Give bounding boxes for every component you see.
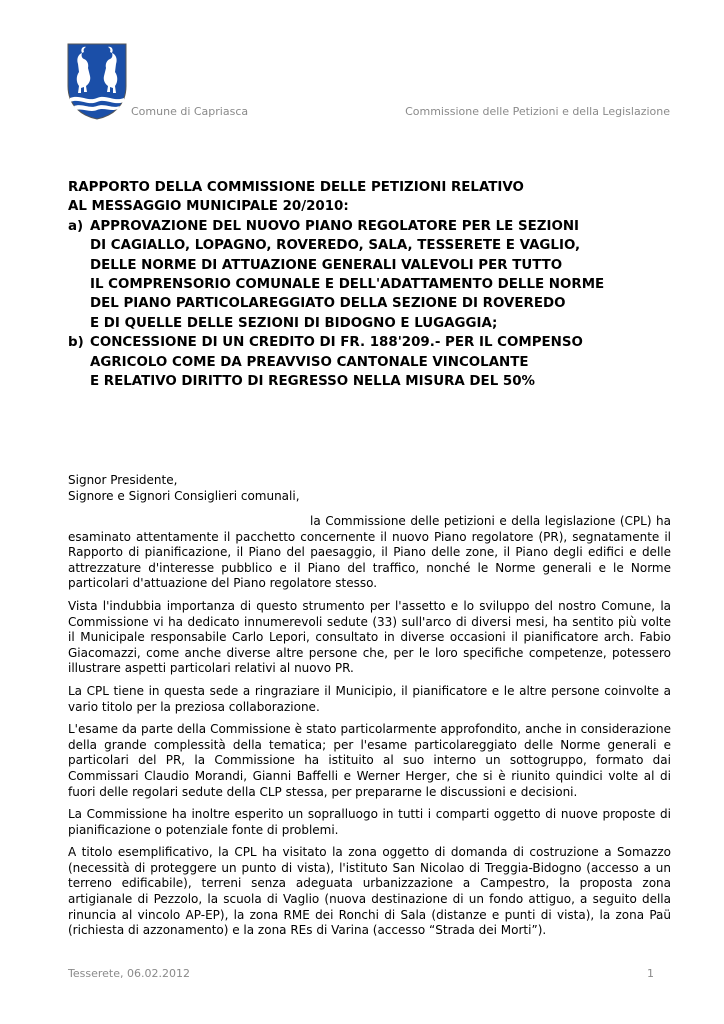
title-item-line: DELLE NORME DI ATTUAZIONE GENERALI VALEVOLI PER TUTTO bbox=[90, 257, 563, 273]
header-municipality: Comune di Capriasca bbox=[131, 105, 249, 118]
title-item-line: DEL PIANO PARTICOLAREGGIATO DELLA SEZIONE DI ROVEREDO bbox=[90, 296, 566, 312]
title-item-line: IL COMPRENSORIO COMUNALE E DELL'ADATTAMENTO DELLE NORME bbox=[90, 277, 605, 293]
paragraph: L'esame da parte della Commissione è stato particolarmente approfondito, anche in considerazione della grande complessità della tematica; per l'esame particolareggiato delle Norme generali e particolari del PR, la Commissione ha istituito al suo interno un sottogruppo, formato dai Commissari Claudio Morandi, Gianni Baffelli e Werner Herger, che si è riunito quindici volte al di fuori delle regolari sedute della CLP stessa, per prepararne le discussioni e decisioni. bbox=[68, 722, 671, 799]
title-item-line: DI CAGIALLO, LOPAGNO, ROVEREDO, SALA, TESSERETE E VAGLIO, bbox=[90, 238, 581, 254]
paragraph: la Commissione delle petizioni e della legislazione (CPL) ha esaminato attentamente il pacchetto concernente il nuovo Piano regolatore (PR), segnatamente il Rapporto di pianificazione, il Piano del paesaggio, il Piano delle zone, il Piano degli edifici e delle attrezzature d'interesse pubblico e il Piano del traffico, nonché le Norme generali e le Norme particolari d'attuazione del Piano regolatore stesso. bbox=[68, 514, 671, 591]
paragraph: La Commissione ha inoltre esperito un sopralluogo in tutti i comparti oggetto di nuove proposte di pianificazione o potenziale fonte di problemi. bbox=[68, 807, 671, 837]
title-line-1: RAPPORTO DELLA COMMISSIONE DELLE PETIZIONI RELATIVO bbox=[68, 180, 524, 195]
title-item-b bbox=[68, 333, 668, 391]
title-item-label: a) bbox=[68, 218, 84, 234]
title-item-label: b) bbox=[68, 335, 84, 351]
paragraph: Vista l'indubbia importanza di questo strumento per l'assetto e lo sviluppo del nostro Comune, la Commissione vi ha dedicato innumerevoli sedute (33) sull'arco di diversi mesi, ha sentito più volte il Municipale responsabile Carlo Lepori, consultato in diverse occasioni il pianificatore arch. Fabio Giacomazzi, come anche diverse altre persone che, per le loro specifiche competenze, potessero illustrare aspetti particolari relativi al nuovo PR. bbox=[68, 598, 671, 676]
salutation-line-1: Signor Presidente, bbox=[68, 473, 178, 487]
title-item-line: CONCESSIONE DI UN CREDITO DI FR. 188'209.- PER IL COMPENSO bbox=[90, 335, 583, 351]
salutation-line-2: Signore e Signori Consiglieri comunali, bbox=[68, 489, 300, 503]
salutation bbox=[68, 472, 671, 504]
title-item-a bbox=[68, 217, 668, 333]
title-item-line: APPROVAZIONE DEL NUOVO PIANO REGOLATORE PER LE SEZIONI bbox=[90, 218, 580, 234]
capriasca-coat-of-arms-icon bbox=[66, 42, 128, 120]
report-title bbox=[68, 178, 668, 391]
header-commission: Commissione delle Petizioni e della Legislazione bbox=[405, 105, 670, 118]
title-item-line: E DI QUELLE DELLE SEZIONI DI BIDOGNO E LUGAGGIA; bbox=[90, 315, 498, 331]
footer-page-number: 1 bbox=[647, 967, 654, 980]
footer-place-date: Tesserete, 06.02.2012 bbox=[68, 967, 190, 980]
title-item-line: AGRICOLO COME DA PREAVVISO CANTONALE VINCOLANTE bbox=[90, 354, 529, 370]
paragraph: La CPL tiene in questa sede a ringraziare il Municipio, il pianificatore e le altre persone coinvolte a vario titolo per la preziosa collaborazione. bbox=[68, 683, 671, 714]
report-body bbox=[68, 472, 671, 946]
title-line-2: AL MESSAGGIO MUNICIPALE 20/2010: bbox=[68, 199, 349, 215]
paragraph: A titolo esemplificativo, la CPL ha visitato la zona oggetto di domanda di costruzione a Somazzo (necessità di proteggere un punto di vista), l'istituto San Nicolao di Treggia-Bidogno (accesso a un terreno edificabile), terreni senza adeguata urbanizzazione a Campestro, la proposta zona artigianale di Pezzolo, la scuola di Vaglio (nuova destinazione di un fondo attiguo, a seguito della rinuncia al vincolo AP-EP), la zona RME dei Ronchi di Sala (distanze e punti di vista), la zona Paü (richiesta di azzonamento) e la zona REs di Varina (accesso “Strada dei Morti”). bbox=[68, 845, 671, 938]
title-item-line: E RELATIVO DIRITTO DI REGRESSO NELLA MISURA DEL 50% bbox=[90, 374, 535, 390]
